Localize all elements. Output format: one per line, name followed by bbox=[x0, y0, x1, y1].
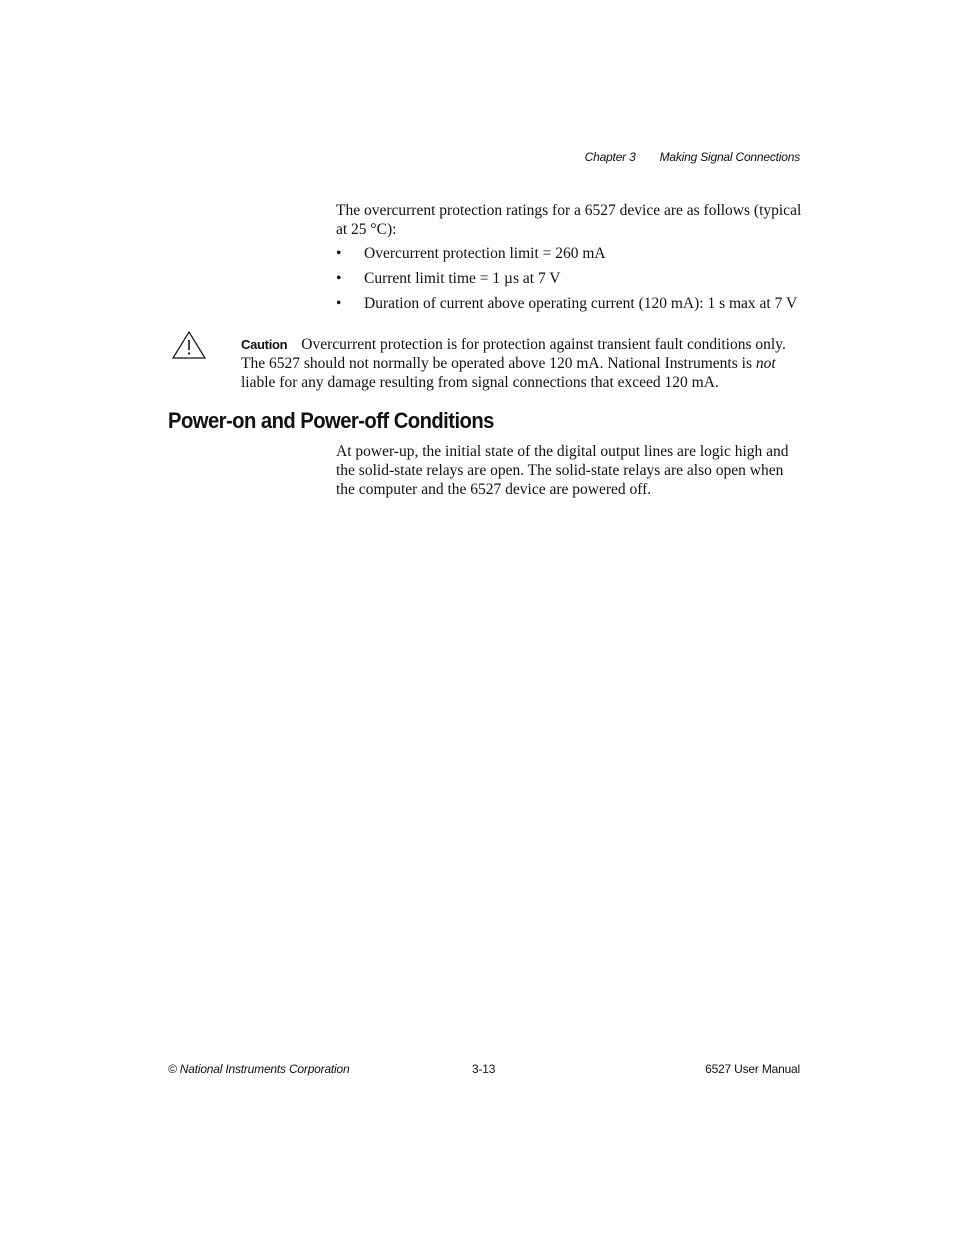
bullet-glyph: • bbox=[336, 270, 342, 287]
overcurrent-intro-paragraph: The overcurrent protection ratings for a 6527 device are as follows (typical at 25 °C): bbox=[336, 202, 802, 238]
caution-text-end: liable for any damage resulting from signal connections that exceed 120 mA. bbox=[241, 374, 719, 391]
footer-copyright: © National Instruments Corporation bbox=[168, 1062, 350, 1076]
bullet-glyph: • bbox=[336, 295, 342, 312]
caution-text-start: Overcurrent protection is for protection against transient fault conditions only. The 6527 should not normally be operated above 120 mA. National Instruments is bbox=[241, 336, 786, 372]
caution-label: Caution bbox=[241, 337, 288, 352]
page-number: 3-13 bbox=[472, 1062, 496, 1076]
warning-triangle-icon bbox=[171, 330, 207, 360]
section-heading: Power-on and Power-off Conditions bbox=[168, 408, 494, 433]
caution-note bbox=[241, 335, 791, 392]
power-conditions-paragraph: At power-up, the initial state of the digital output lines are logic high and the solid-state relays are open. The solid-state relays are also open when the computer and the 6527 device are powered off. bbox=[336, 443, 789, 498]
header-chapter: Chapter 3 bbox=[584, 150, 636, 164]
list-item bbox=[336, 269, 816, 288]
list-item bbox=[336, 294, 816, 313]
caution-emphasis: not bbox=[755, 355, 776, 372]
footer-manual-title: 6527 User Manual bbox=[705, 1062, 800, 1076]
header-section-title: Making Signal Connections bbox=[659, 150, 800, 164]
overcurrent-ratings-list bbox=[336, 244, 816, 319]
running-header bbox=[585, 150, 800, 164]
bullet-glyph: • bbox=[336, 245, 342, 262]
list-item-text: Duration of current above operating current (120 mA): 1 s max at 7 V bbox=[364, 295, 798, 312]
list-item-text: Overcurrent protection limit = 260 mA bbox=[364, 245, 606, 262]
list-item-text: Current limit time = 1 µs at 7 V bbox=[364, 270, 561, 287]
list-item bbox=[336, 244, 816, 263]
